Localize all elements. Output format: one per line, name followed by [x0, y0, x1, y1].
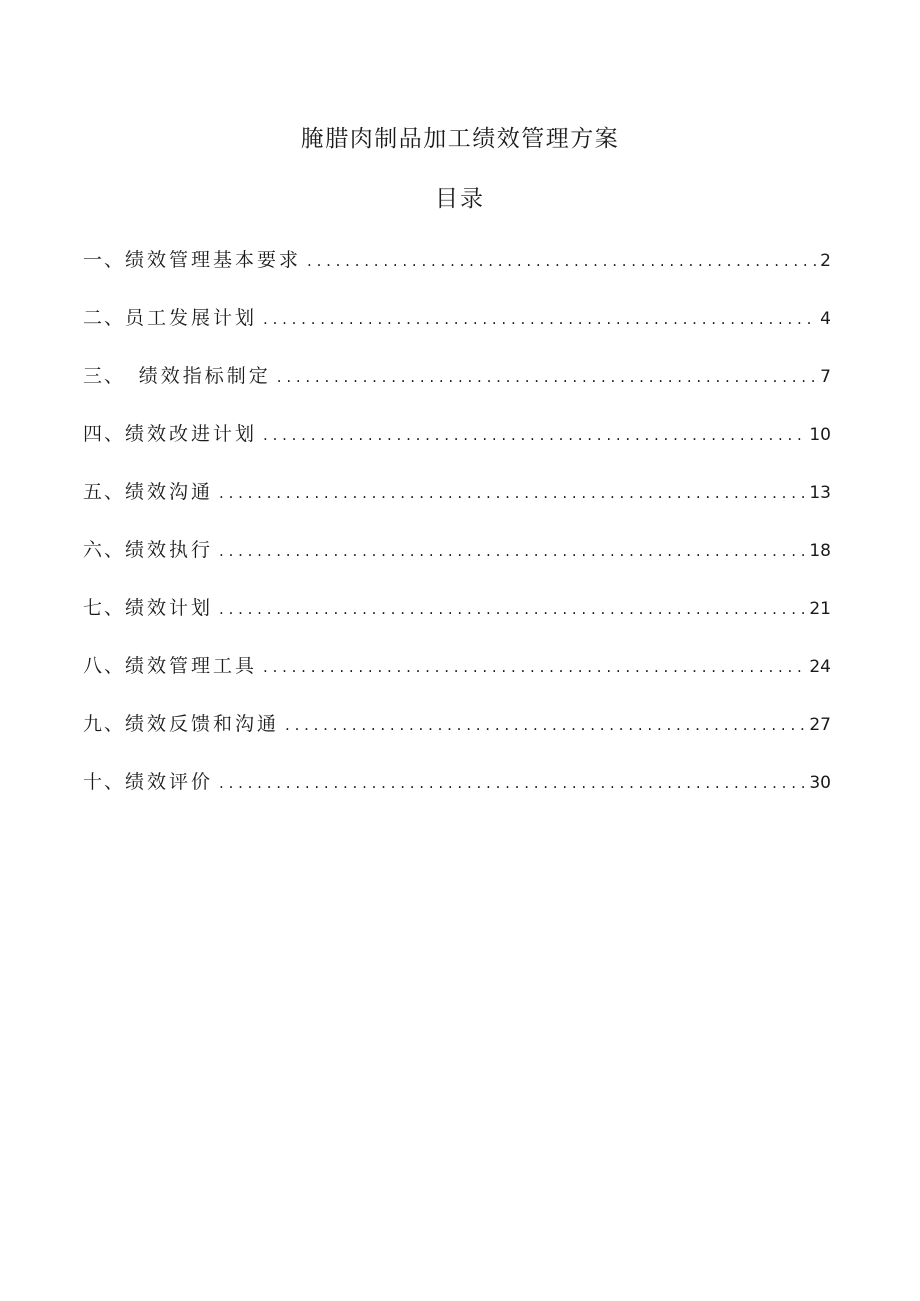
toc-entry[interactable]	[83, 766, 831, 824]
dot-leader	[277, 361, 816, 393]
toc-entry-label: 绩效反馈和沟通	[125, 713, 280, 735]
toc-entry-page: 13	[809, 483, 831, 503]
toc-entry-number: 一、	[83, 249, 126, 271]
toc-entry-label: 绩效执行	[125, 539, 214, 561]
toc-entry-number: 四、	[83, 423, 126, 445]
toc-entry-page: 10	[809, 425, 831, 445]
toc-entry-page: 24	[809, 657, 831, 677]
dot-leader	[219, 593, 805, 625]
table-of-contents	[83, 244, 831, 824]
toc-entry-label: 绩效管理基本要求	[125, 249, 302, 271]
dot-leader	[219, 535, 805, 567]
toc-entry-page: 18	[809, 541, 831, 561]
toc-entry-label: 绩效指标制定	[138, 365, 271, 387]
toc-entry-page: 30	[809, 773, 831, 793]
toc-entry-number: 七、	[83, 597, 126, 619]
dot-leader	[285, 709, 805, 741]
toc-entry-page: 2	[820, 251, 831, 271]
toc-entry-page: 4	[820, 309, 831, 329]
toc-entry-label: 绩效计划	[125, 597, 214, 619]
document-title: 腌腊肉制品加工绩效管理方案	[300, 126, 620, 152]
dot-leader	[307, 245, 816, 277]
toc-entry[interactable]	[83, 360, 831, 418]
toc-heading: 目录	[435, 186, 485, 212]
toc-entry[interactable]	[83, 302, 831, 360]
toc-entry-number: 十、	[83, 771, 126, 793]
toc-entry-label: 绩效管理工具	[125, 655, 258, 677]
toc-entry-label: 员工发展计划	[125, 307, 258, 329]
toc-entry-label: 绩效沟通	[125, 481, 214, 503]
toc-entry[interactable]	[83, 650, 831, 708]
toc-entry[interactable]	[83, 476, 831, 534]
toc-entry-label: 绩效改进计划	[125, 423, 258, 445]
toc-entry-number: 八、	[83, 655, 126, 677]
toc-entry-number: 二、	[83, 307, 126, 329]
dot-leader	[263, 303, 816, 335]
toc-entry-number: 三、	[83, 365, 126, 387]
toc-entry-number: 五、	[83, 481, 126, 503]
toc-entry[interactable]	[83, 708, 831, 766]
toc-entry[interactable]	[83, 418, 831, 476]
toc-entry[interactable]	[83, 244, 831, 302]
toc-entry[interactable]	[83, 592, 831, 650]
toc-entry-number: 六、	[83, 539, 126, 561]
dot-leader	[219, 767, 805, 799]
toc-entry-page: 7	[820, 367, 831, 387]
toc-entry-page: 27	[809, 715, 831, 735]
toc-entry-page: 21	[809, 599, 831, 619]
toc-entry-number: 九、	[83, 713, 126, 735]
toc-entry[interactable]	[83, 534, 831, 592]
dot-leader	[263, 651, 805, 683]
dot-leader	[219, 477, 805, 509]
toc-entry-label: 绩效评价	[125, 771, 214, 793]
dot-leader	[263, 419, 805, 451]
